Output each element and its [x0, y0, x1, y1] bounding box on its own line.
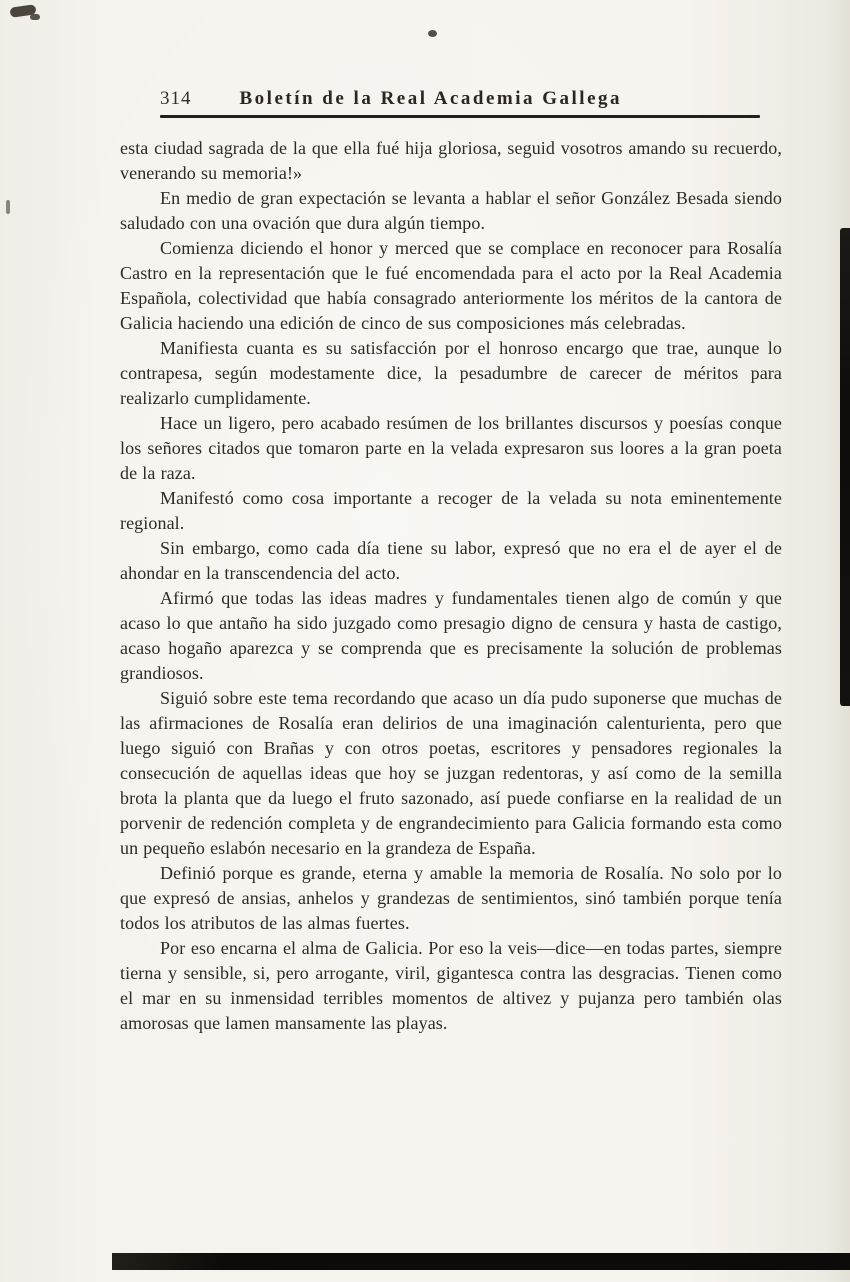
header-rule: [160, 115, 760, 118]
scan-speck: [6, 200, 10, 214]
scan-speck: [30, 14, 40, 20]
running-header: [160, 88, 760, 110]
body-text: [120, 136, 782, 1036]
scan-edge-shadow-right: [840, 228, 850, 706]
paragraph: En medio de gran expectación se levanta a hablar el señor González Besada siendo saludado con una ovación que dura algún tiempo.: [120, 188, 782, 233]
paragraph: Definió porque es grande, eterna y amable la memoria de Rosalía. No solo por lo que expresó de ansias, anhelos y grandezas de sentimientos, sinó también porque tenía todos los atributos de las almas fuertes.: [120, 863, 782, 933]
paragraph: Afirmó que todas las ideas madres y fundamentales tienen algo de común y que acaso lo que antaño ha sido juzgado como presagio digno de censura y hasta de castigo, acaso hogaño aparezca y se comprenda que es precisamente la solución de problemas grandiosos.: [120, 588, 782, 683]
page-number: 314: [160, 88, 192, 109]
paragraph: Manifestó como cosa importante a recoger de la velada su nota eminentemente regional.: [120, 488, 782, 533]
paragraph: Por eso encarna el alma de Galicia. Por eso la veis—dice—en todas partes, siempre tierna y sensible, si, pero arrogante, viril, gigantesca contra las desgracias. Tienen como el mar en su inmensidad terribles momentos de altivez y pujanza pero también olas amorosas que lamen mansamente las playas.: [120, 938, 782, 1033]
paragraph: Comienza diciendo el honor y merced que se complace en reconocer para Rosalía Castro en la representación que le fué encomendada para el acto por la Real Academia Española, colectividad que había consagrado anteriormente los méritos de la cantora de Galicia haciendo una edición de cinco de sus composiciones más celebradas.: [120, 238, 782, 333]
journal-title: Boletín de la Real Academia Gallega: [239, 88, 623, 109]
scan-speck: [428, 30, 437, 37]
paragraph: Siguió sobre este tema recordando que acaso un día pudo suponerse que muchas de las afirmaciones de Rosalía eran delirios de una imaginación calenturienta, pero que luego siguió con Brañas y con otros poetas, escritores y pensadores regionales la consecución de aquellas ideas que hoy se juzgan redentoras, y así como de la semilla brota la planta que da luego el fruto sazonado, así puede confiarse en la realidad de un porvenir de redención completa y de engrandecimiento para Galicia formando esta como un pequeño eslabón necesario en la grandeza de España.: [120, 688, 782, 858]
scan-edge-shadow-bottom: [112, 1253, 850, 1270]
paragraph: Hace un ligero, pero acabado resúmen de los brillantes discursos y poesías conque los señores citados que tomaron parte en la velada expresaron sus loores a la gran poeta de la raza.: [120, 413, 782, 483]
paragraph: Sin embargo, como cada día tiene su labor, expresó que no era el de ayer el de ahondar en la transcendencia del acto.: [120, 538, 782, 583]
paragraph: esta ciudad sagrada de la que ella fué hija gloriosa, seguid vosotros amando su recuerdo, venerando su memoria!»: [120, 138, 782, 183]
paragraph: Manifiesta cuanta es su satisfacción por el honroso encargo que trae, aunque lo contrapesa, según modestamente dice, la pesadumbre de carecer de méritos para realizarlo cumplidamente.: [120, 338, 782, 408]
